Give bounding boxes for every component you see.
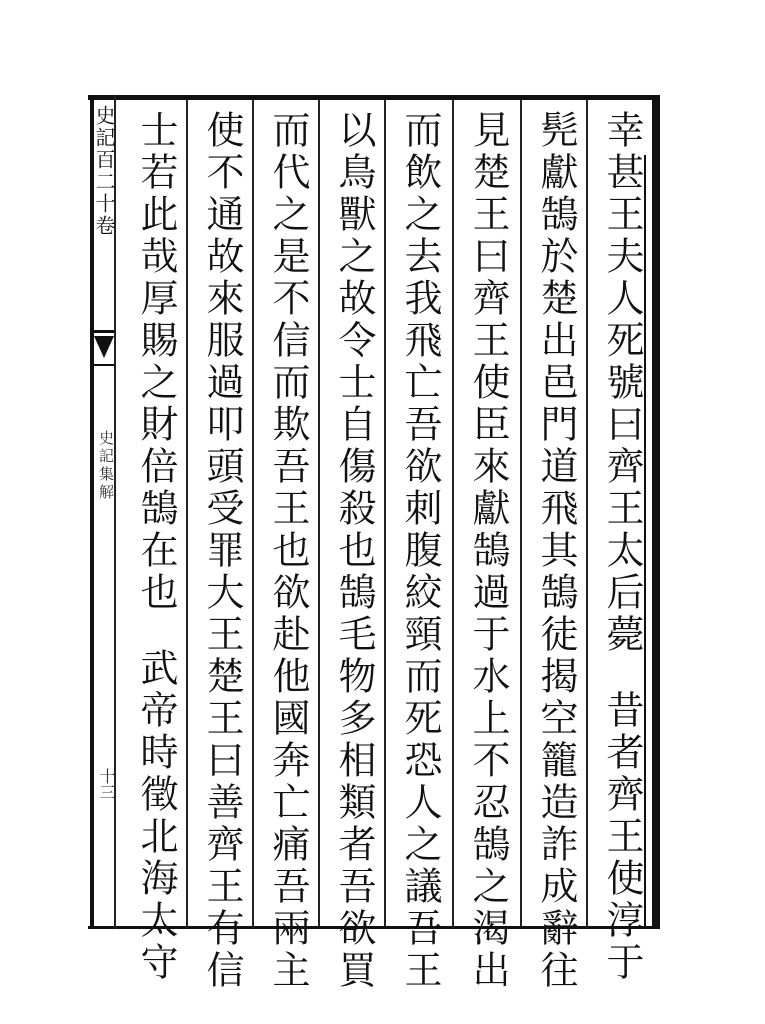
column-rule <box>186 100 188 926</box>
frame-right-border <box>652 95 660 929</box>
margin-title: 史記百二十卷 <box>92 105 116 237</box>
text-column-6 <box>260 110 316 992</box>
text-segment: 見楚王曰齊王使臣來獻鵠過于水上不忍鵠之渴出 <box>466 110 510 992</box>
text-segment: 昔者齊王使淳于 <box>600 690 644 984</box>
text-segment: 而代之是不信而欺吾王也欲赴他國奔亡痛吾兩主 <box>266 110 310 992</box>
column-rule <box>452 100 454 926</box>
text-column-2 <box>528 110 584 992</box>
text-column-8 <box>128 110 184 984</box>
text-column-3 <box>460 110 516 992</box>
margin-page-number: 十三 <box>97 768 116 800</box>
column-rule <box>586 100 588 926</box>
text-segment: 以鳥獸之故令士自傷殺也鵠毛物多相類者吾欲買 <box>332 110 376 992</box>
text-segment: 髡獻鵠於楚出邑門道飛其鵠徒揭空籠造詐成辭往 <box>534 110 578 992</box>
text-segment: 使不通故來服過叩頭受罪大王楚王曰善齊王有信 <box>200 110 244 992</box>
text-segment: 幸甚王夫人死號曰齊王太后薨 <box>600 110 644 656</box>
column-rule <box>318 100 320 926</box>
text-column-1 <box>594 110 650 984</box>
text-segment: 而飲之去我飛亡吾欲刺腹絞頸而死恐人之議吾王 <box>398 110 442 992</box>
text-column-4 <box>392 110 448 992</box>
text-segment: 武帝時徵北海太守 <box>134 648 178 984</box>
column-rule <box>384 100 386 926</box>
text-column-5 <box>326 110 382 992</box>
text-column-7 <box>194 110 250 992</box>
column-rule <box>252 100 254 926</box>
text-segment: 士若此哉厚賜之財倍鵠在也 <box>134 110 178 614</box>
margin-book-name: 史記集解 <box>97 430 115 502</box>
fishtail-mark <box>94 330 114 368</box>
column-rule <box>520 100 522 926</box>
frame-top-border <box>88 95 660 100</box>
